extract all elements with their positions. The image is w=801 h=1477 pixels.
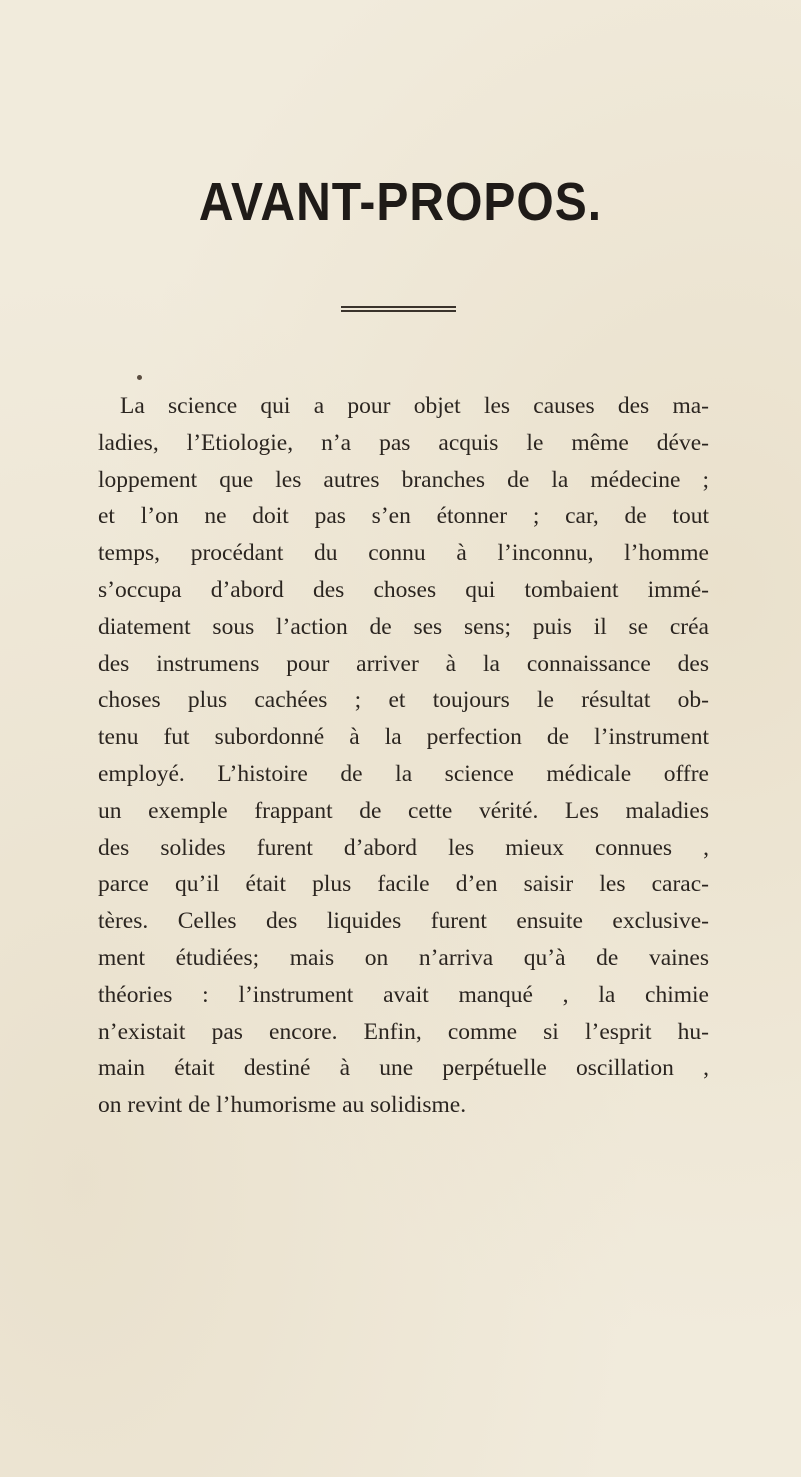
text-line: temps, procédant du connu à l’inconnu, l’homme [98,540,709,567]
divider-line-top [341,306,456,308]
text-line: parce qu’il était plus facile d’en saisir les carac- [98,871,709,898]
text-line: ment étudiées; mais on n’arriva qu’à de vaines [98,944,709,971]
page-title: AVANT-PROPOS. [198,173,603,233]
text-line: théories : l’instrument avait manqué , la chimie [98,981,709,1008]
text-line: des instrumens pour arriver à la connaissance des [98,650,709,677]
text-line: des solides furent d’abord les mieux connues , [98,834,709,861]
title-divider-rule [341,306,456,312]
text-line: un exemple frappant de cette vérité. Les maladies [98,797,709,824]
text-line: ladies, l’Etiologie, n’a pas acquis le même déve- [98,429,709,456]
divider-line-bottom [341,310,456,312]
text-line: La science qui a pour objet les causes des ma- [120,393,709,419]
text-line: choses plus cachées ; et toujours le résultat ob- [98,687,709,714]
text-line: n’existait pas encore. Enfin, comme si l’esprit hu- [98,1018,709,1045]
text-line: loppement que les autres branches de la médecine ; [98,466,709,493]
text-line: tenu fut subordonné à la perfection de l’instrument [98,724,709,751]
ink-speck [137,375,142,380]
body-paragraph [98,388,709,1124]
text-line: s’occupa d’abord des choses qui tombaient immé- [98,576,709,603]
text-line: employé. L’histoire de la science médicale offre [98,760,709,787]
text-line: main était destiné à une perpétuelle oscillation , [98,1055,709,1082]
text-line: tères. Celles des liquides furent ensuite exclusive- [98,908,709,935]
text-line: on revint de l’humorisme au solidisme. [98,1092,467,1119]
text-line: et l’on ne doit pas s’en étonner ; car, de tout [98,503,709,530]
text-line: diatement sous l’action de ses sens; puis il se créa [98,613,709,640]
